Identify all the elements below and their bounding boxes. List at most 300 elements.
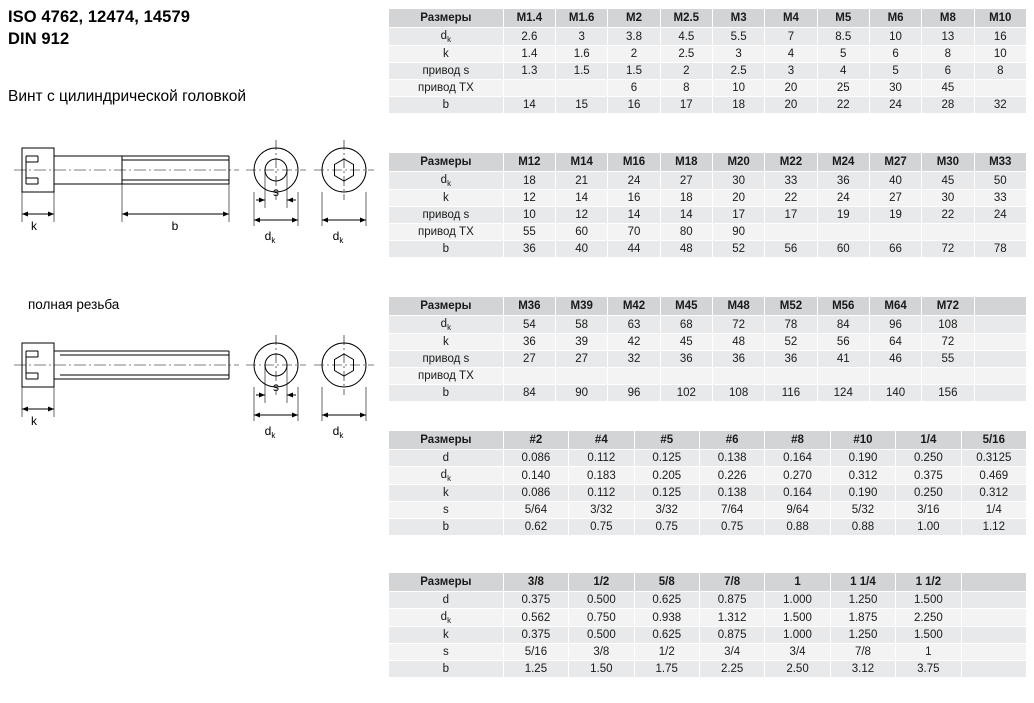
table-row-label: k: [389, 334, 504, 351]
table-cell: 3.8: [608, 28, 660, 46]
table-cell: 45: [660, 334, 712, 351]
table-cell: 4: [765, 46, 817, 63]
table-cell: 12: [556, 207, 608, 224]
table-header-size: M8: [922, 9, 974, 28]
table-cell: 0.562: [503, 609, 568, 627]
table-cell: [961, 661, 1026, 678]
table-row: [389, 190, 1027, 207]
table-cell: 33: [765, 172, 817, 190]
table-header-size: M5: [817, 9, 869, 28]
table-cell: 50: [974, 172, 1026, 190]
table-cell: 1.250: [830, 627, 895, 644]
table-cell: 30: [922, 190, 974, 207]
table-cell: 0.250: [896, 485, 961, 502]
dim-label-s: s: [273, 380, 279, 394]
table-cell: [556, 368, 608, 385]
table-cell: [869, 224, 921, 241]
table-row: [389, 592, 1027, 609]
table-row: [389, 63, 1027, 80]
table-cell: 22: [922, 207, 974, 224]
table-cell: [974, 368, 1026, 385]
table-cell: 2.6: [503, 28, 555, 46]
table-cell: 27: [869, 190, 921, 207]
table-header-size: #8: [765, 431, 830, 450]
table-row: [389, 28, 1027, 46]
table-row-label: d: [389, 450, 504, 467]
table-header-size: M45: [660, 297, 712, 316]
table-cell: 1.250: [830, 592, 895, 609]
table-cell: 3/8: [569, 644, 634, 661]
table-cell: 1.5: [608, 63, 660, 80]
table-header-row: [389, 9, 1027, 28]
table-cell: 0.138: [699, 450, 764, 467]
dimension-table-imperial-large-wrap: [388, 572, 1027, 678]
table-cell: 3.12: [830, 661, 895, 678]
table-header-row: [389, 431, 1027, 450]
table-row-label: привод TX: [389, 224, 504, 241]
table-cell: 1.000: [765, 592, 830, 609]
table-cell: 10: [503, 207, 555, 224]
table-cell: 36: [712, 351, 764, 368]
table-header-size: #2: [503, 431, 568, 450]
table-cell: 72: [922, 334, 974, 351]
table-header-size: M64: [869, 297, 921, 316]
table-cell: 1.875: [830, 609, 895, 627]
table-header-size: M20: [712, 153, 764, 172]
table-cell: 32: [974, 97, 1026, 114]
table-cell: [712, 368, 764, 385]
table-cell: 4: [817, 63, 869, 80]
table-header-size: #10: [830, 431, 895, 450]
table-cell: 116: [765, 385, 817, 402]
table-header-size: 1 1/2: [896, 573, 961, 592]
table-row: [389, 241, 1027, 258]
title-block: [8, 6, 378, 50]
table-row: [389, 485, 1027, 502]
table-row-label: привод s: [389, 207, 504, 224]
table-cell: 30: [712, 172, 764, 190]
table-cell: 21: [556, 172, 608, 190]
table-cell: 18: [660, 190, 712, 207]
table-header-size: M1.6: [556, 9, 608, 28]
dimension-table-imperial-small-wrap: [388, 430, 1027, 536]
table-cell: 55: [922, 351, 974, 368]
table-cell: 19: [817, 207, 869, 224]
table-cell: 39: [556, 334, 608, 351]
standard-title-line-1: ISO 4762, 12474, 14579: [8, 8, 191, 26]
table-header-size: M12: [503, 153, 555, 172]
table-cell: 48: [712, 334, 764, 351]
table-header-size: [974, 297, 1026, 316]
table-cell: 33: [974, 190, 1026, 207]
table-cell: 56: [817, 334, 869, 351]
table-cell: [869, 368, 921, 385]
table-cell: 3/4: [699, 644, 764, 661]
table-cell: 0.625: [634, 592, 699, 609]
dimension-table-metric-small-wrap: [388, 8, 1027, 114]
table-row: [389, 609, 1027, 627]
table-row: [389, 316, 1027, 334]
left-column: [0, 0, 388, 703]
table-header-size: 5/16: [961, 431, 1026, 450]
table-cell: 24: [974, 207, 1026, 224]
table-cell: 3: [765, 63, 817, 80]
dim-label-s: s: [273, 185, 279, 199]
table-cell: 19: [869, 207, 921, 224]
table-cell: 14: [503, 97, 555, 114]
table-header-size: 1 1/4: [830, 573, 895, 592]
table-cell: [961, 627, 1026, 644]
table-cell: 84: [503, 385, 555, 402]
table-cell: 48: [660, 241, 712, 258]
table-header-size: M33: [974, 153, 1026, 172]
table-header-size: M48: [712, 297, 764, 316]
table-cell: 2.25: [699, 661, 764, 678]
table-cell: [817, 368, 869, 385]
table-header-size: M2: [608, 9, 660, 28]
table-row: [389, 644, 1027, 661]
table-cell: 156: [922, 385, 974, 402]
table-cell: 3/32: [634, 502, 699, 519]
table-cell: [503, 368, 555, 385]
table-cell: 36: [817, 172, 869, 190]
table-row-label: $d_k$: [389, 467, 504, 485]
table-cell: 10: [974, 46, 1026, 63]
table-cell: 2.5: [712, 63, 764, 80]
table-header-size: 1: [765, 573, 830, 592]
table-cell: 42: [608, 334, 660, 351]
table-cell: 45: [922, 172, 974, 190]
table-cell: 7/64: [699, 502, 764, 519]
table-cell: 0.375: [896, 467, 961, 485]
table-cell: 1/2: [634, 644, 699, 661]
table-cell: 17: [765, 207, 817, 224]
table-cell: 3/32: [569, 502, 634, 519]
table-cell: 52: [765, 334, 817, 351]
table-row: [389, 334, 1027, 351]
screw-drawing-partial-thread: [4, 130, 384, 265]
table-cell: 0.875: [699, 627, 764, 644]
table-cell: 7: [765, 28, 817, 46]
table-row-label: $d_k$: [389, 28, 504, 46]
table-cell: 20: [712, 190, 764, 207]
table-header-size: M6: [869, 9, 921, 28]
dimension-table-metric-large-wrap: [388, 296, 1027, 402]
table-cell: 1.50: [569, 661, 634, 678]
table-row: [389, 519, 1027, 536]
table-row-label: привод s: [389, 63, 504, 80]
table-cell: 108: [712, 385, 764, 402]
table-cell: 0.270: [765, 467, 830, 485]
table-header-size: #4: [569, 431, 634, 450]
table-row-label: b: [389, 519, 504, 536]
table-header-size: M30: [922, 153, 974, 172]
table-cell: 0.125: [634, 485, 699, 502]
table-row-label: k: [389, 46, 504, 63]
table-cell: 64: [869, 334, 921, 351]
table-cell: 124: [817, 385, 869, 402]
table-cell: 13: [922, 28, 974, 46]
table-cell: 78: [765, 316, 817, 334]
table-cell: 0.75: [699, 519, 764, 536]
table-cell: 6: [869, 46, 921, 63]
table-cell: 14: [556, 190, 608, 207]
dimension-table-metric-medium-wrap: [388, 152, 1027, 258]
table-cell: 56: [765, 241, 817, 258]
dim-label-dk-left: $d_k$: [264, 424, 276, 440]
table-cell: 10: [712, 80, 764, 97]
table-row-label: b: [389, 661, 504, 678]
table-cell: 108: [922, 316, 974, 334]
table-header-size: M14: [556, 153, 608, 172]
table-cell: 66: [869, 241, 921, 258]
table-header-size: M56: [817, 297, 869, 316]
table-cell: 0.3125: [961, 450, 1026, 467]
table-header-size: M3: [712, 9, 764, 28]
table-row-label: привод s: [389, 351, 504, 368]
table-cell: 24: [817, 190, 869, 207]
screw-drawing-full-thread: [4, 325, 384, 460]
table-row: [389, 502, 1027, 519]
table-cell: 54: [503, 316, 555, 334]
table-cell: 1.25: [503, 661, 568, 678]
table-header-size: M42: [608, 297, 660, 316]
table-cell: 27: [503, 351, 555, 368]
table-cell: 72: [712, 316, 764, 334]
table-cell: [556, 80, 608, 97]
table-cell: 5.5: [712, 28, 764, 46]
table-cell: 1: [896, 644, 961, 661]
table-cell: 1.500: [896, 592, 961, 609]
table-row-label: k: [389, 190, 504, 207]
table-cell: 24: [608, 172, 660, 190]
table-cell: 0.312: [961, 485, 1026, 502]
table-cell: 45: [922, 80, 974, 97]
table-row-label: k: [389, 627, 504, 644]
table-cell: 0.226: [699, 467, 764, 485]
table-cell: 0.112: [569, 450, 634, 467]
table-cell: 0.88: [830, 519, 895, 536]
table-cell: 0.190: [830, 450, 895, 467]
table-cell: 0.500: [569, 627, 634, 644]
table-cell: 30: [869, 80, 921, 97]
table-row: [389, 351, 1027, 368]
table-cell: 8: [922, 46, 974, 63]
table-header-size: M18: [660, 153, 712, 172]
table-cell: 6: [922, 63, 974, 80]
table-cell: 1.000: [765, 627, 830, 644]
table-cell: 1.500: [765, 609, 830, 627]
table-cell: 2.5: [660, 46, 712, 63]
dim-label-dk-left: $d_k$: [264, 229, 276, 245]
table-row: [389, 207, 1027, 224]
table-cell: 0.500: [569, 592, 634, 609]
table-cell: 18: [712, 97, 764, 114]
table-cell: 36: [765, 351, 817, 368]
table-cell: 0.750: [569, 609, 634, 627]
table-cell: 3.75: [896, 661, 961, 678]
table-cell: 1.4: [503, 46, 555, 63]
table-cell: [974, 334, 1026, 351]
table-cell: 4.5: [660, 28, 712, 46]
table-cell: 40: [869, 172, 921, 190]
table-cell: 8.5: [817, 28, 869, 46]
table-cell: 1.00: [896, 519, 961, 536]
table-header-size: M4: [765, 9, 817, 28]
table-cell: 12: [503, 190, 555, 207]
table-row-label: b: [389, 241, 504, 258]
table-row: [389, 368, 1027, 385]
table-cell: 15: [556, 97, 608, 114]
table-cell: 14: [660, 207, 712, 224]
table-header-dimensions: Размеры: [389, 153, 504, 172]
table-cell: 90: [556, 385, 608, 402]
table-cell: 78: [974, 241, 1026, 258]
table-header-size: M72: [922, 297, 974, 316]
table-cell: 0.375: [503, 592, 568, 609]
table-cell: 0.138: [699, 485, 764, 502]
table-row: [389, 627, 1027, 644]
table-cell: 96: [869, 316, 921, 334]
table-cell: 36: [660, 351, 712, 368]
table-cell: [503, 80, 555, 97]
table-row-label: $d_k$: [389, 609, 504, 627]
table-row-label: d: [389, 592, 504, 609]
table-row: [389, 172, 1027, 190]
table-cell: 0.75: [634, 519, 699, 536]
table-cell: 25: [817, 80, 869, 97]
table-cell: 70: [608, 224, 660, 241]
table-header-size: 1/4: [896, 431, 961, 450]
table-cell: 18: [503, 172, 555, 190]
table-header-row: [389, 153, 1027, 172]
table-cell: 96: [608, 385, 660, 402]
table-cell: 8: [660, 80, 712, 97]
table-header-size: 3/8: [503, 573, 568, 592]
table-cell: 41: [817, 351, 869, 368]
table-header-size: 7/8: [699, 573, 764, 592]
table-cell: 60: [556, 224, 608, 241]
table-cell: 0.140: [503, 467, 568, 485]
table-cell: 0.375: [503, 627, 568, 644]
table-header-size: M10: [974, 9, 1026, 28]
table-cell: 8: [974, 63, 1026, 80]
table-cell: 16: [608, 97, 660, 114]
table-cell: 0.88: [765, 519, 830, 536]
table-cell: 2: [608, 46, 660, 63]
table-row: [389, 661, 1027, 678]
table-cell: 0.190: [830, 485, 895, 502]
table-cell: 0.086: [503, 450, 568, 467]
table-cell: 10: [869, 28, 921, 46]
table-row-label: k: [389, 485, 504, 502]
table-cell: 0.469: [961, 467, 1026, 485]
table-cell: 24: [869, 97, 921, 114]
product-subtitle: Винт с цилиндрической головкой: [8, 88, 247, 105]
standard-title-line-2: DIN 912: [8, 30, 70, 48]
dimension-table-metric-small: [388, 8, 1027, 114]
full-thread-caption: полная резьба: [28, 297, 120, 312]
table-cell: 16: [608, 190, 660, 207]
table-header-size: #5: [634, 431, 699, 450]
table-cell: 0.205: [634, 467, 699, 485]
table-cell: 90: [712, 224, 764, 241]
table-cell: 0.62: [503, 519, 568, 536]
table-row: [389, 450, 1027, 467]
table-cell: 0.75: [569, 519, 634, 536]
table-cell: 17: [660, 97, 712, 114]
dim-label-b: b: [171, 219, 179, 233]
table-cell: 58: [556, 316, 608, 334]
table-cell: 9/64: [765, 502, 830, 519]
table-row: [389, 467, 1027, 485]
table-cell: 28: [922, 97, 974, 114]
table-cell: 17: [712, 207, 764, 224]
table-header-dimensions: Размеры: [389, 297, 504, 316]
table-cell: 36: [503, 241, 555, 258]
table-cell: 0.875: [699, 592, 764, 609]
table-cell: 0.938: [634, 609, 699, 627]
table-cell: 3: [556, 28, 608, 46]
table-header-size: M1.4: [503, 9, 555, 28]
table-cell: 1.3: [503, 63, 555, 80]
dim-label-dk-right: $d_k$: [332, 424, 344, 440]
table-cell: [608, 368, 660, 385]
table-header-dimensions: Размеры: [389, 573, 504, 592]
table-row-label: b: [389, 385, 504, 402]
table-cell: [974, 80, 1026, 97]
table-cell: 1.5: [556, 63, 608, 80]
table-cell: 68: [660, 316, 712, 334]
table-header-row: [389, 297, 1027, 316]
table-cell: 140: [869, 385, 921, 402]
table-cell: [974, 351, 1026, 368]
table-cell: 20: [765, 80, 817, 97]
table-row-label: $d_k$: [389, 172, 504, 190]
dim-label-k: k: [31, 414, 37, 428]
table-cell: [974, 316, 1026, 334]
dim-label-dk-right: $d_k$: [332, 229, 344, 245]
table-cell: 40: [556, 241, 608, 258]
table-cell: 27: [660, 172, 712, 190]
table-cell: 84: [817, 316, 869, 334]
table-cell: 5/32: [830, 502, 895, 519]
table-header-size: M16: [608, 153, 660, 172]
table-cell: 0.183: [569, 467, 634, 485]
table-cell: [922, 224, 974, 241]
table-cell: 36: [503, 334, 555, 351]
table-cell: [922, 368, 974, 385]
table-cell: 5/64: [503, 502, 568, 519]
table-cell: 0.125: [634, 450, 699, 467]
table-cell: 46: [869, 351, 921, 368]
table-cell: 1.75: [634, 661, 699, 678]
table-cell: 7/8: [830, 644, 895, 661]
table-cell: 16: [974, 28, 1026, 46]
table-row-label: s: [389, 502, 504, 519]
table-header-size: M36: [503, 297, 555, 316]
table-row: [389, 385, 1027, 402]
table-cell: 3: [712, 46, 764, 63]
table-row: [389, 224, 1027, 241]
table-cell: 0.164: [765, 450, 830, 467]
table-row: [389, 97, 1027, 114]
table-row-label: b: [389, 97, 504, 114]
table-row-label: привод TX: [389, 80, 504, 97]
table-header-size: M22: [765, 153, 817, 172]
table-cell: 6: [608, 80, 660, 97]
table-cell: 0.086: [503, 485, 568, 502]
